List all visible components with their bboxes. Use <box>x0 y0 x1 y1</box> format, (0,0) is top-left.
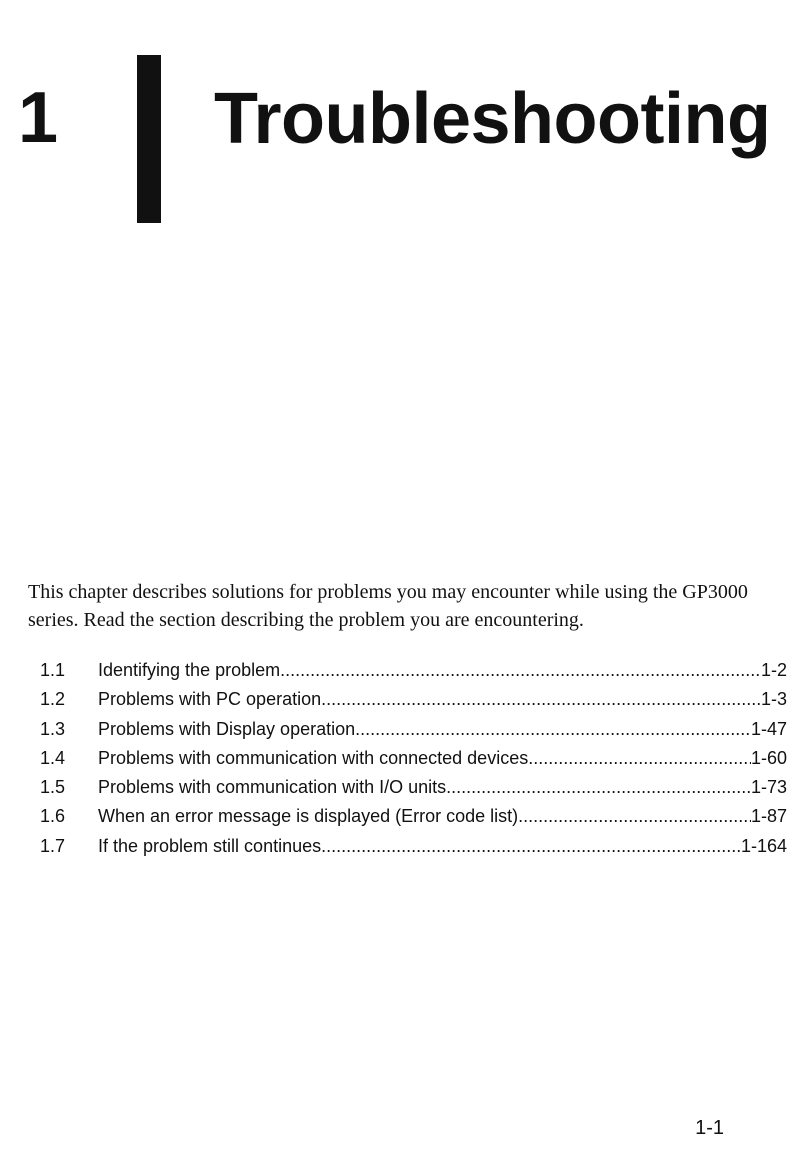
toc-entry-page: 1-2 <box>760 660 787 680</box>
toc-entry-1-7[interactable] <box>40 836 787 865</box>
toc-entry-title: Problems with communication with I/O units <box>98 777 447 798</box>
chapter-title: Troubleshooting <box>214 79 771 159</box>
toc-dot-leader <box>446 777 751 798</box>
toc-entry-page: 1-47 <box>750 718 787 739</box>
toc-entry-page: 1-164 <box>740 835 787 856</box>
toc-entry-title: Problems with PC operation <box>98 689 322 710</box>
toc-entry-page: 1-3 <box>760 689 787 710</box>
toc-entry-1-3[interactable] <box>40 719 787 748</box>
toc-dot-leader <box>355 719 751 740</box>
toc-dot-leader <box>321 836 741 857</box>
toc-dot-leader <box>528 748 751 769</box>
chapter-intro: This chapter describes solutions for problems you may encounter while using the GP3000 series. Read the section describing the problem you are encountering. <box>28 581 748 631</box>
toc-entry-title: When an error message is displayed (Error code list) <box>98 806 519 827</box>
toc-entry-number: 1.7 <box>40 835 66 856</box>
toc-entry-1-4[interactable] <box>40 748 787 777</box>
toc-entry-title: Problems with Display operation <box>98 718 356 739</box>
toc-entry-page: 1-73 <box>750 777 787 798</box>
chapter-number: 1 <box>18 78 59 158</box>
toc-entry-title: If the problem still continues <box>98 835 322 856</box>
toc-entry-number: 1.3 <box>40 718 66 739</box>
table-of-contents <box>40 660 787 865</box>
toc-entry-title: Problems with communication with connected devices <box>98 747 529 768</box>
chapter-divider-bar <box>137 55 161 223</box>
toc-entry-number: 1.1 <box>40 660 66 680</box>
toc-entry-number: 1.5 <box>40 777 66 798</box>
toc-entry-page: 1-87 <box>750 806 787 827</box>
toc-dot-leader <box>321 689 761 710</box>
toc-dot-leader <box>518 806 751 827</box>
toc-entry-1-5[interactable] <box>40 777 787 806</box>
toc-entry-number: 1.4 <box>40 747 66 768</box>
toc-entry-number: 1.6 <box>40 806 66 827</box>
toc-entry-title: Identifying the problem <box>98 660 281 680</box>
toc-entry-number: 1.2 <box>40 689 66 710</box>
toc-entry-page: 1-60 <box>750 747 787 768</box>
toc-entry-1-2[interactable] <box>40 689 787 718</box>
toc-entry-1-1[interactable] <box>40 660 787 689</box>
toc-entry-1-6[interactable] <box>40 806 787 835</box>
page-number: 1-1 <box>695 1117 724 1139</box>
toc-dot-leader <box>280 660 761 681</box>
